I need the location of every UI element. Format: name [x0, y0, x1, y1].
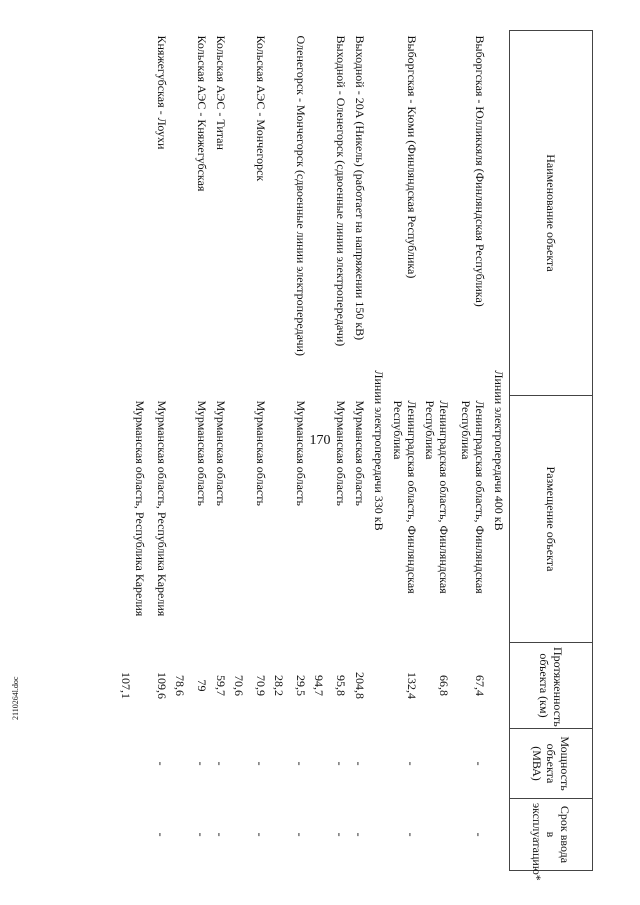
object-name: Кольская АЭС - Мончегорск: [254, 35, 268, 182]
object-location: Мурманская область: [214, 400, 228, 506]
object-capacity: -: [293, 761, 307, 766]
section-title-row: [489, 31, 510, 871]
object-name: Выходной - 20А (Никель) (работает на напряжении 150 кВ): [353, 35, 367, 341]
object-length: 95,8 94,7: [312, 675, 348, 696]
object-name: Кольская АЭС - Титан: [214, 35, 228, 150]
section-title: Линии электропередачи 400 кВ: [492, 370, 506, 531]
header-location: Размещение объекта: [510, 396, 593, 643]
object-location: Мурманская область: [334, 400, 348, 506]
infrastructure-table: [117, 30, 593, 881]
object-capacity: -: [253, 761, 267, 766]
object-location: Ленинградская область, Финляндская Республика: [391, 400, 419, 594]
header-name: Наименование объекта: [510, 31, 593, 396]
object-capacity: -: [333, 761, 347, 766]
table-row: [310, 31, 350, 871]
table-row: [270, 31, 310, 871]
object-capacity: -: [154, 761, 168, 766]
object-location: Мурманская область: [294, 400, 308, 506]
header-length: Протяженность объекта (км): [510, 643, 593, 729]
object-length: 70,9 70,6: [232, 675, 268, 696]
object-location: Мурманская область: [195, 400, 209, 506]
object-term: -: [253, 832, 267, 837]
table-row: [211, 31, 230, 871]
object-term: -: [293, 832, 307, 837]
object-name: Выходной - Оленегорск (сдвоенные линии электропередачи): [334, 35, 348, 347]
object-capacity: -: [352, 761, 366, 766]
table-row: [421, 31, 489, 871]
object-term: -: [472, 832, 486, 837]
table-header: [510, 31, 593, 881]
table-row: [389, 31, 421, 871]
object-name: Выборгская - Кюми (Финляндская Республика): [405, 35, 419, 279]
header-capacity: Мощность объекта (МВА): [510, 729, 593, 799]
object-term: -: [352, 832, 366, 837]
section-title-row: [369, 31, 389, 871]
table-row: [350, 31, 369, 871]
document-filename: 2110264l.doc: [11, 676, 20, 720]
table-container: [57, 30, 593, 881]
object-name: Княжегубская - Лоухи: [155, 35, 169, 150]
object-length: 79 78,6: [173, 675, 209, 696]
object-length: 29,5 28,2: [272, 675, 308, 696]
object-location: Ленинградская область, Финляндская Республика Ленинградская область, Финляндская Республика: [423, 400, 487, 594]
object-term: -: [194, 832, 208, 837]
object-capacity: -: [404, 761, 418, 766]
object-term: -: [333, 832, 347, 837]
object-location: Мурманская область, Республика Карелия Мурманская область, Республика Карелия: [133, 400, 169, 617]
object-length: 67,4 66,8: [437, 675, 487, 696]
header-term: Срок ввода в эксплуатацию*: [510, 799, 593, 871]
section-title: Линии электропередачи 330 кВ: [372, 370, 386, 531]
table-body: [117, 31, 510, 871]
object-term: -: [404, 832, 418, 837]
object-name: Кольская АЭС - Княжегубская: [195, 35, 209, 192]
object-name: Оленегорск - Мончегорск (сдвоенные линии электропередачи): [294, 35, 308, 356]
table-row: [230, 31, 270, 871]
page-number: 170: [309, 433, 331, 448]
object-capacity: -: [213, 761, 227, 766]
object-term: -: [213, 832, 227, 837]
table-row: [171, 31, 211, 871]
table-row: [117, 31, 171, 871]
object-length: 204,8: [353, 672, 367, 699]
object-length: 132,4: [405, 672, 419, 699]
object-length: 59,7: [214, 675, 228, 696]
object-term: -: [154, 832, 168, 837]
object-location: Мурманская область: [254, 400, 268, 506]
object-location: Мурманская область: [353, 400, 367, 506]
object-capacity: -: [472, 761, 486, 766]
object-name: Выборгская - Юлликкяля (Финляндская Республика): [473, 35, 487, 307]
object-capacity: -: [194, 761, 208, 766]
object-length: 109,6 107,1: [119, 672, 169, 699]
